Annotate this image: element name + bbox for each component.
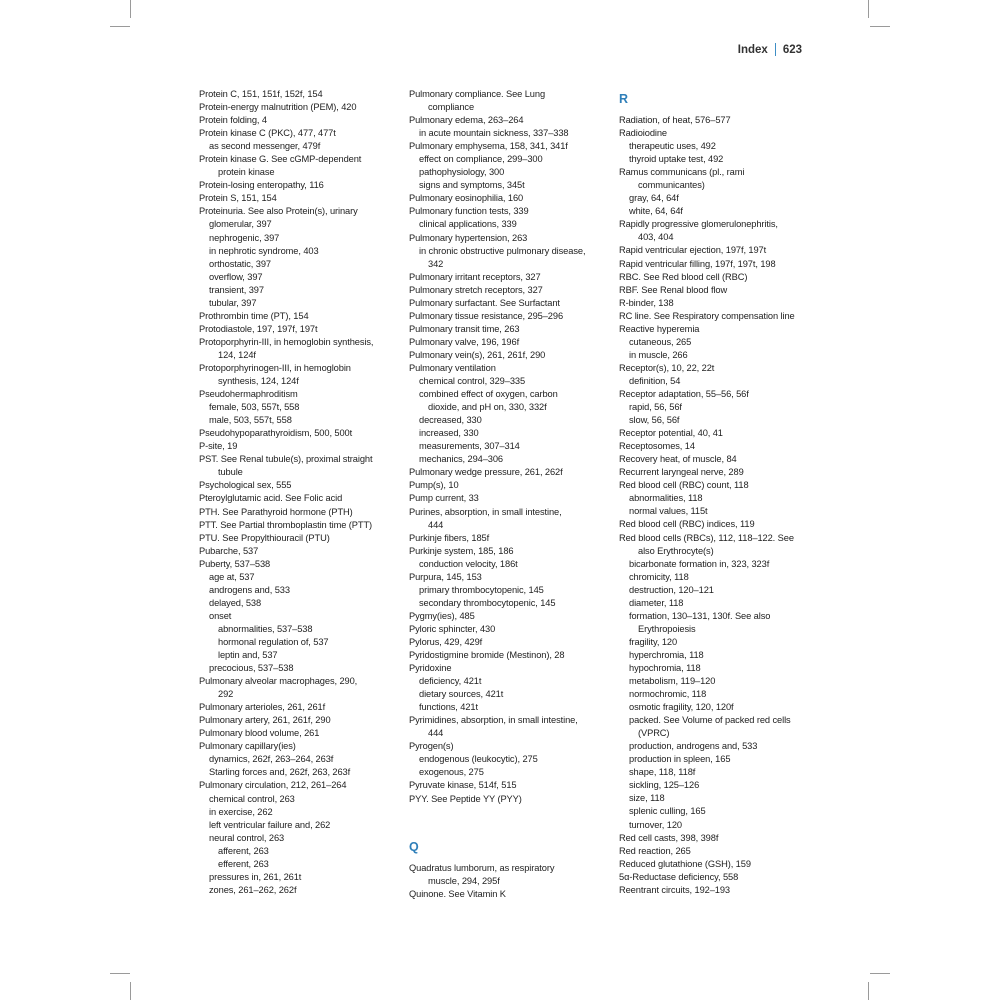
index-subentry: tubular, 397 [209, 297, 257, 308]
index-entry: Reduced glutathione (GSH), 159 [619, 858, 751, 869]
index-entry: PTH. See Parathyroid hormone (PTH) [199, 506, 353, 517]
index-entry: Pulmonary edema, 263–264 [409, 115, 524, 126]
index-subentry: in chronic obstructive pulmonary disease, [419, 245, 586, 256]
index-subentry: in acute mountain sickness, 337–338 [419, 128, 569, 139]
index-subentry: production, androgens and, 533 [629, 741, 758, 752]
index-subentry: orthostatic, 397 [209, 258, 271, 269]
index-subentry: glomerular, 397 [209, 219, 272, 230]
index-subentry: 342 [428, 258, 444, 269]
index-subentry: leptin and, 537 [218, 650, 278, 661]
index-subentry: chemical control, 263 [209, 793, 295, 804]
index-entry: Purkinje fibers, 185f [409, 532, 490, 543]
index-subentry: secondary thrombocytopenic, 145 [419, 597, 556, 608]
index-subentry: pathophysiology, 300 [419, 167, 505, 178]
crop-mark [130, 0, 131, 18]
index-entry: Red cell casts, 398, 398f [619, 832, 719, 843]
crop-mark [870, 26, 890, 27]
index-column-2 [409, 88, 609, 901]
index-entry: PYY. See Peptide YY (PYY) [409, 793, 522, 804]
index-entry: Pulmonary function tests, 339 [409, 206, 529, 217]
section-title: Index [737, 43, 768, 56]
index-subentry: zones, 261–262, 262f [209, 884, 297, 895]
index-entry: Pulmonary valve, 196, 196f [409, 336, 520, 347]
index-subentry: size, 118 [629, 793, 665, 804]
index-subentry: 403, 404 [638, 232, 674, 243]
crop-mark [868, 982, 869, 1000]
index-entry: Rapid ventricular filling, 197f, 197t, 198 [619, 258, 776, 269]
crop-mark [868, 0, 869, 18]
crop-mark [870, 973, 890, 974]
index-subentry: tubule [218, 467, 243, 478]
index-subentry: therapeutic uses, 492 [629, 141, 716, 152]
index-entry: Radiation, of heat, 576–577 [619, 115, 731, 125]
index-entry: R-binder, 138 [619, 297, 674, 308]
index-entry: Pulmonary vein(s), 261, 261f, 290 [409, 349, 546, 360]
index-entry: Pygmy(ies), 485 [409, 610, 475, 621]
index-entry: Pseudohermaphroditism [199, 389, 298, 400]
index-subentry: packed. See Volume of packed red cells [629, 715, 791, 726]
index-subentry: synthesis, 124, 124f [218, 376, 299, 387]
index-entry: Pulmonary capillary(ies) [199, 741, 296, 752]
index-entry: Purpura, 145, 153 [409, 571, 482, 582]
index-subentry: normochromic, 118 [629, 689, 707, 700]
index-subentry: delayed, 538 [209, 597, 262, 608]
index-entry: Pulmonary eosinophilia, 160 [409, 193, 524, 204]
index-subentry: muscle, 294, 295f [428, 875, 500, 886]
index-subentry: clinical applications, 339 [419, 219, 517, 230]
index-entry: Pulmonary wedge pressure, 261, 262f [409, 467, 563, 478]
index-entry: Pump(s), 10 [409, 480, 459, 491]
section-gap [409, 806, 609, 836]
index-entry: Protein C, 151, 151f, 152f, 154 [199, 89, 323, 99]
index-entry: Pylorus, 429, 429f [409, 636, 483, 647]
index-subentry: dioxide, and pH on, 330, 332f [428, 402, 547, 413]
index-subentry: definition, 54 [629, 375, 681, 386]
index-subentry: formation, 130–131, 130f. See also [629, 610, 771, 621]
index-subentry: transient, 397 [209, 284, 264, 295]
index-subentry: male, 503, 557t, 558 [209, 415, 292, 426]
index-entry: Recovery heat, of muscle, 84 [619, 454, 737, 465]
index-entry: Red blood cell (RBC) indices, 119 [619, 519, 755, 530]
index-entry: RC line. See Respiratory compensation line [619, 310, 795, 321]
index-subentry: neural control, 263 [209, 832, 285, 843]
index-subentry: sickling, 125–126 [629, 780, 700, 791]
index-subentry: afferent, 263 [218, 845, 269, 856]
index-entry: Pulmonary tissue resistance, 295–296 [409, 310, 564, 321]
index-subentry: effect on compliance, 299–300 [419, 154, 543, 165]
index-subentry: protein kinase [218, 167, 275, 178]
index-entry: Ramus communicans (pl., rami [619, 167, 745, 178]
index-entry: Pyloric sphincter, 430 [409, 623, 496, 634]
index-subentry: age at, 537 [209, 571, 255, 582]
index-entry: Pubarche, 537 [199, 545, 259, 556]
index-subentry: osmotic fragility, 120, 120f [629, 702, 734, 713]
index-subentry: hypochromia, 118 [629, 662, 701, 673]
index-subentry: left ventricular failure and, 262 [209, 819, 331, 830]
index-entry: Pyridostigmine bromide (Mestinon), 28 [409, 650, 565, 661]
index-subentry: in nephrotic syndrome, 403 [209, 245, 319, 256]
index-column-3 [619, 88, 819, 897]
index-subentry: nephrogenic, 397 [209, 232, 280, 243]
index-subentry: dynamics, 262f, 263–264, 263f [209, 754, 334, 765]
crop-mark [130, 982, 131, 1000]
page-number: 623 [782, 43, 802, 56]
index-entry: Protein-losing enteropathy, 116 [199, 180, 324, 191]
index-subentry: female, 503, 557t, 558 [209, 402, 300, 413]
index-subentry: conduction velocity, 186t [419, 558, 518, 569]
crop-mark [110, 973, 130, 974]
index-subentry: in muscle, 266 [629, 349, 688, 360]
index-entry: Pulmonary arterioles, 261, 261f [199, 702, 326, 713]
index-subentry: production in spleen, 165 [629, 754, 731, 765]
index-entry: Pulmonary alveolar macrophages, 290, [199, 676, 358, 687]
index-entry: Pulmonary surfactant. See Surfactant [409, 297, 560, 308]
index-subentry: pressures in, 261, 261t [209, 871, 302, 882]
index-entry: Pulmonary circulation, 212, 261–264 [199, 780, 347, 791]
index-entry: Purkinje system, 185, 186 [409, 545, 514, 556]
index-subentry: dietary sources, 421t [419, 689, 504, 700]
index-subentry: in exercise, 262 [209, 806, 273, 817]
index-subentry: bicarbonate formation in, 323, 323f [629, 558, 770, 569]
index-subentry: efferent, 263 [218, 858, 269, 869]
index-entry: Quadratus lumborum, as respiratory [409, 862, 555, 873]
index-subentry: overflow, 397 [209, 271, 263, 282]
index-entry: Protein kinase G. See cGMP-dependent [199, 154, 362, 165]
index-entry: Protoporphyrin-III, in hemoglobin synthesis, [199, 336, 374, 347]
index-subentry: 124, 124f [218, 349, 256, 360]
index-entry: PTU. See Propylthiouracil (PTU) [199, 532, 330, 543]
index-subentry: slow, 56, 56f [629, 415, 680, 426]
index-subentry: measurements, 307–314 [419, 441, 520, 452]
index-subentry: 444 [428, 728, 444, 739]
index-subentry: Erythropoiesis [638, 623, 696, 634]
index-subentry: signs and symptoms, 345t [419, 180, 525, 191]
index-entry: RBC. See Red blood cell (RBC) [619, 271, 748, 282]
index-entry: Protein S, 151, 154 [199, 193, 277, 204]
index-entry: Pulmonary ventilation [409, 362, 496, 373]
index-subentry: Starling forces and, 262f, 263, 263f [209, 767, 351, 778]
index-subentry: mechanics, 294–306 [419, 454, 503, 465]
index-subentry: gray, 64, 64f [629, 193, 679, 204]
index-subentry: white, 64, 64f [629, 206, 683, 217]
index-entry: Psychological sex, 555 [199, 480, 292, 491]
index-entry: Proteinuria. See also Protein(s), urinary [199, 206, 358, 217]
index-entry: Protodiastole, 197, 197f, 197t [199, 323, 318, 334]
index-entry: Protoporphyrinogen-III, in hemoglobin [199, 362, 351, 373]
index-subentry: communicantes) [638, 180, 705, 191]
index-subentry: (VPRC) [638, 728, 670, 739]
index-entry: Pulmonary artery, 261, 261f, 290 [199, 715, 331, 726]
index-subentry: compliance [428, 102, 475, 113]
index-entry: Radioiodine [619, 128, 668, 139]
index-subentry: functions, 421t [419, 702, 478, 713]
index-entry: Puberty, 537–538 [199, 558, 271, 569]
index-subentry: diameter, 118 [629, 597, 684, 608]
index-subentry: hyperchromia, 118 [629, 649, 704, 660]
index-subentry: destruction, 120–121 [629, 584, 714, 595]
index-subentry: precocious, 537–538 [209, 663, 294, 674]
index-entry: Pulmonary irritant receptors, 327 [409, 271, 541, 282]
index-entry: Pseudohypoparathyroidism, 500, 500t [199, 428, 353, 439]
index-entry: Protein folding, 4 [199, 115, 267, 126]
index-subentry: increased, 330 [419, 428, 479, 439]
index-entry: Receptor(s), 10, 22, 22t [619, 362, 715, 373]
index-entry: Pyrimidines, absorption, in small intestine, [409, 715, 578, 726]
index-entry: Red blood cells (RBCs), 112, 118–122. See [619, 532, 794, 543]
index-subentry: cutaneous, 265 [629, 336, 692, 347]
header-separator [775, 43, 776, 56]
index-entry: Pulmonary transit time, 263 [409, 323, 520, 334]
index-entry: Rapid ventricular ejection, 197f, 197t [619, 245, 767, 256]
index-entry: Pyridoxine [409, 663, 452, 674]
index-subentry: thyroid uptake test, 492 [629, 154, 724, 165]
index-subentry: abnormalities, 118 [629, 493, 703, 504]
index-subentry: chromicity, 118 [629, 571, 689, 582]
index-subentry: 444 [428, 519, 444, 530]
index-subentry: also Erythrocyte(s) [638, 545, 714, 556]
index-entry: Red reaction, 265 [619, 845, 691, 856]
index-entry: Reentrant circuits, 192–193 [619, 884, 730, 895]
running-header [738, 43, 802, 56]
index-subentry: endogenous (leukocytic), 275 [419, 754, 538, 765]
index-subentry: onset [209, 610, 232, 621]
index-subentry: androgens and, 533 [209, 584, 290, 595]
index-subentry: shape, 118, 118f [629, 767, 696, 778]
section-letter: Q [409, 839, 419, 854]
index-subentry: exogenous, 275 [419, 767, 484, 778]
index-entry: 5α-Reductase deficiency, 558 [619, 871, 739, 882]
index-entry: Prothrombin time (PT), 154 [199, 310, 309, 321]
index-entry: PST. See Renal tubule(s), proximal straight [199, 454, 373, 465]
index-entry: Receptor potential, 40, 41 [619, 428, 723, 439]
index-entry: Pump current, 33 [409, 493, 479, 504]
index-subentry: turnover, 120 [629, 819, 682, 830]
index-entry: Protein kinase C (PKC), 477, 477t [199, 128, 336, 139]
index-subentry: primary thrombocytopenic, 145 [419, 584, 544, 595]
index-subentry: fragility, 120 [629, 636, 678, 647]
index-subentry: hormonal regulation of, 537 [218, 636, 329, 647]
index-subentry: normal values, 115t [629, 506, 708, 517]
index-entry: Protein-energy malnutrition (PEM), 420 [199, 102, 357, 113]
index-subentry: 292 [218, 689, 234, 700]
index-entry: Pulmonary emphysema, 158, 341, 341f [409, 141, 568, 152]
index-subentry: deficiency, 421t [419, 676, 482, 687]
index-entry: Receptosomes, 14 [619, 441, 695, 452]
index-entry: Red blood cell (RBC) count, 118 [619, 480, 749, 491]
index-entry: Receptor adaptation, 55–56, 56f [619, 388, 749, 399]
index-subentry: chemical control, 329–335 [419, 376, 526, 387]
index-subentry: splenic culling, 165 [629, 806, 706, 817]
index-entry: Pteroylglutamic acid. See Folic acid [199, 493, 343, 504]
index-subentry: metabolism, 119–120 [629, 676, 716, 687]
index-entry: Rapidly progressive glomerulonephritis, [619, 219, 778, 230]
index-entry: Pulmonary stretch receptors, 327 [409, 284, 543, 295]
index-entry: Pyrogen(s) [409, 741, 454, 752]
index-entry: Pulmonary compliance. See Lung [409, 89, 546, 99]
index-entry: Pulmonary hypertension, 263 [409, 232, 528, 243]
index-entry: Recurrent laryngeal nerve, 289 [619, 467, 744, 478]
index-subentry: combined effect of oxygen, carbon [419, 389, 558, 400]
index-entry: Quinone. See Vitamin K [409, 888, 506, 899]
index-subentry: rapid, 56, 56f [629, 402, 682, 413]
index-entry: Pulmonary blood volume, 261 [199, 728, 320, 739]
crop-mark [110, 26, 130, 27]
index-entry: PTT. See Partial thromboplastin time (PTT) [199, 519, 373, 530]
index-entry: Pyruvate kinase, 514f, 515 [409, 780, 517, 791]
section-letter: R [619, 92, 629, 106]
index-entry: RBF. See Renal blood flow [619, 284, 728, 295]
index-subentry: as second messenger, 479f [209, 141, 321, 152]
index-entry: Purines, absorption, in small intestine, [409, 506, 562, 517]
index-entry: Reactive hyperemia [619, 323, 700, 334]
index-subentry: decreased, 330 [419, 415, 482, 426]
index-entry: P-site, 19 [199, 441, 238, 452]
index-subentry: abnormalities, 537–538 [218, 623, 313, 634]
index-column-1 [199, 88, 399, 897]
